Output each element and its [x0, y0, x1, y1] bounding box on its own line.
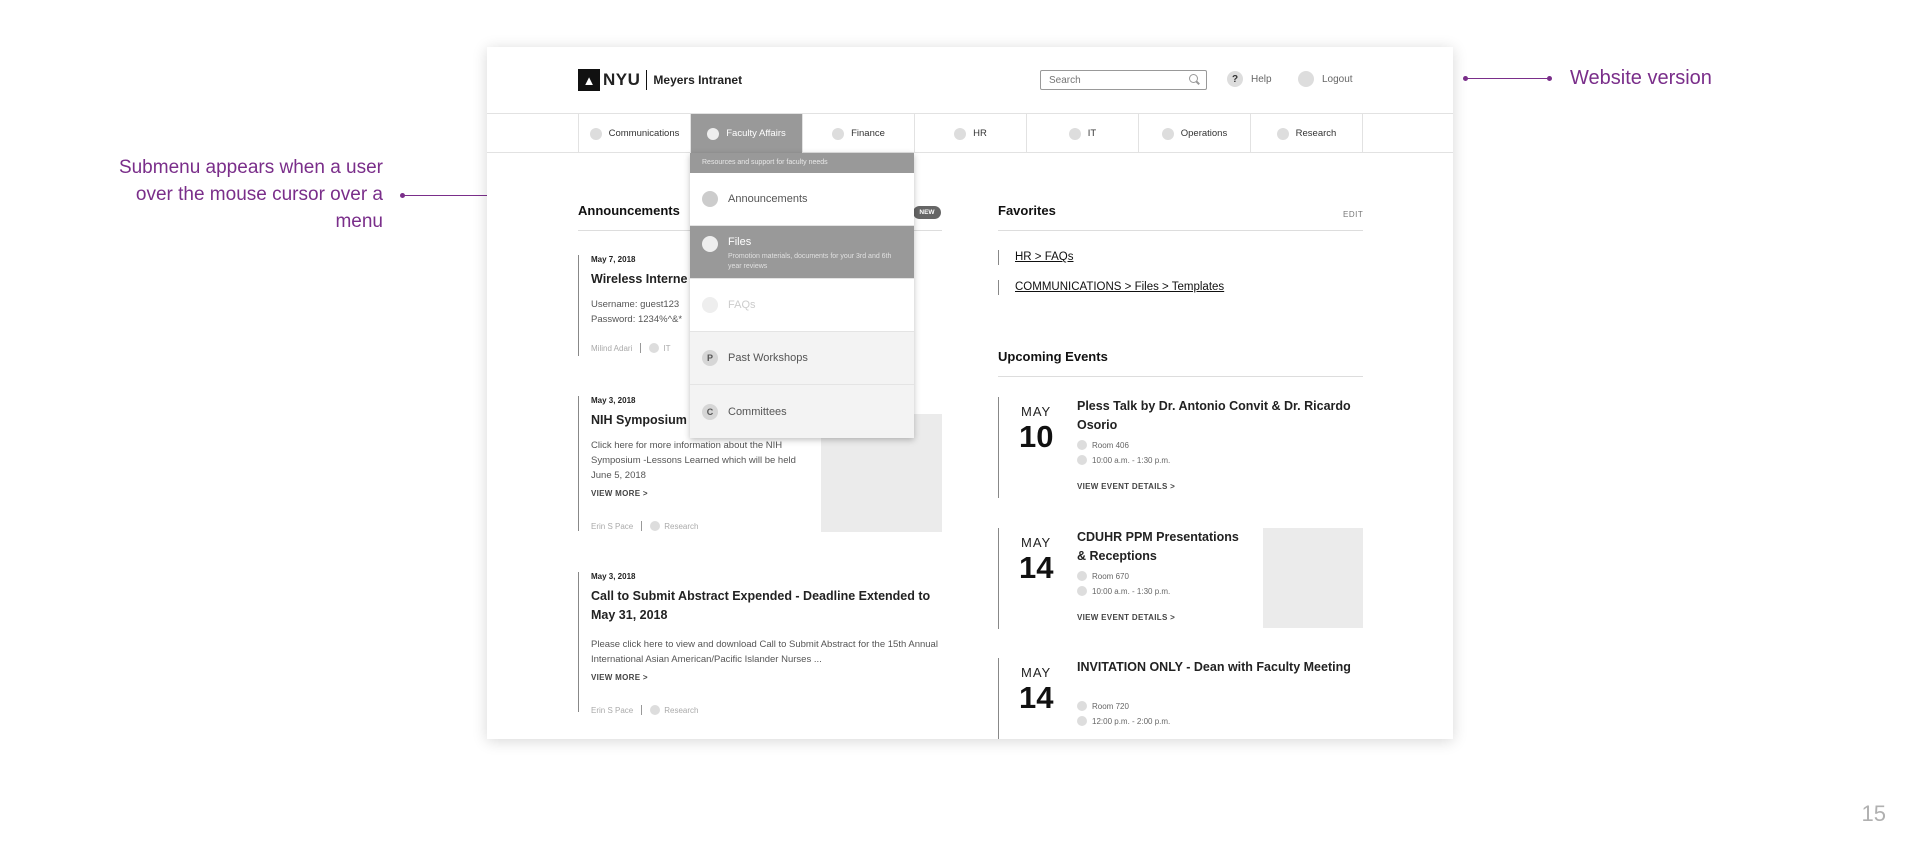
- operations-icon: [1162, 128, 1174, 140]
- announcement-title[interactable]: Wireless Interne: [591, 272, 688, 286]
- announcement-username: Username: guest123: [591, 299, 680, 310]
- new-badge: NEW: [913, 206, 941, 219]
- view-more-link[interactable]: VIEW MORE >: [591, 489, 648, 498]
- event-day: 10: [1019, 419, 1054, 454]
- announcement-title[interactable]: NIH Symposium: [591, 413, 687, 427]
- committees-icon: C: [702, 404, 718, 420]
- announcement-password: Password: 1234%^&*: [591, 314, 683, 325]
- submenu-annotation-text: Submenu appears when a user over the mouse cursor over a menu: [118, 157, 383, 232]
- submenu-item-label: Past Workshops: [728, 352, 808, 364]
- nav-label: Operations: [1180, 128, 1228, 139]
- view-more-link[interactable]: VIEW MORE >: [591, 673, 648, 682]
- clock-icon: [1077, 586, 1087, 596]
- faculty-affairs-submenu: [690, 153, 914, 438]
- meta-divider: [641, 705, 642, 715]
- favorites-divider: [998, 230, 1363, 231]
- submenu-item-past-workshops[interactable]: [690, 332, 914, 385]
- annotation-connector: [1465, 78, 1550, 79]
- event-time-text: 10:00 a.m. - 1:30 p.m.: [1092, 455, 1171, 465]
- event-item[interactable]: [998, 658, 1363, 739]
- event-day: 14: [1019, 550, 1054, 585]
- faculty-affairs-icon: [707, 128, 719, 140]
- website-version-annotation: [1465, 67, 1712, 90]
- site-header: [487, 47, 1453, 114]
- event-item[interactable]: [998, 397, 1363, 498]
- logo-divider: [646, 70, 647, 90]
- website-version-label: Website version: [1570, 67, 1712, 89]
- event-room-text: Room 670: [1092, 571, 1129, 581]
- submenu-item-label: Files: [728, 236, 752, 248]
- announcement-date: May 7, 2018: [591, 255, 636, 264]
- announcement-category: IT: [663, 343, 671, 353]
- search-icon[interactable]: [1189, 74, 1198, 83]
- announcement-author: Milind Adari: [591, 343, 633, 353]
- submenu-description: Resources and support for faculty needs: [690, 153, 914, 173]
- view-event-details-link[interactable]: VIEW EVENT DETAILS >: [1077, 613, 1176, 622]
- location-icon: [1077, 440, 1087, 450]
- announcement-date: May 3, 2018: [591, 396, 636, 405]
- location-icon: [1077, 701, 1087, 711]
- announcement-title[interactable]: Call to Submit Abstract Expended - Deadline Extended to May 31, 2018: [591, 589, 931, 622]
- event-day: 14: [1019, 680, 1054, 715]
- faqs-icon: [702, 297, 718, 313]
- announcements-heading: Announcements: [578, 203, 680, 218]
- past-workshops-icon: P: [702, 350, 718, 366]
- site-logo[interactable]: [578, 69, 742, 91]
- submenu-item-label: Announcements: [728, 193, 808, 205]
- it-icon: [1069, 128, 1081, 140]
- event-time-text: 10:00 a.m. - 1:30 p.m.: [1092, 586, 1171, 596]
- submenu-item-faqs[interactable]: [690, 279, 914, 332]
- event-time-text: 12:00 p.m. - 2:00 p.m.: [1092, 716, 1171, 726]
- announcements-icon: [702, 191, 718, 207]
- event-time: [1077, 586, 1170, 596]
- event-room-text: Room 406: [1092, 440, 1129, 450]
- submenu-item-committees[interactable]: [690, 385, 914, 438]
- nav-item-finance[interactable]: [803, 114, 915, 153]
- announcement-body: Please click here to view and download Call to Submit Abstract for the 15th Annual International Asian American/Pacific Islander Nurses ...: [591, 639, 938, 665]
- event-title[interactable]: INVITATION ONLY - Dean with Faculty Meeting: [1077, 660, 1351, 674]
- logout-label: Logout: [1322, 73, 1353, 85]
- event-room: [1077, 571, 1129, 581]
- meta-divider: [640, 343, 641, 353]
- nav-label: IT: [1087, 128, 1097, 139]
- event-time: [1077, 716, 1170, 726]
- events-divider: [998, 376, 1363, 377]
- logo-nyu-text: NYU: [603, 70, 641, 89]
- clock-icon: [1077, 716, 1087, 726]
- submenu-item-files[interactable]: [690, 226, 914, 279]
- event-image-placeholder: [1263, 528, 1363, 628]
- submenu-item-announcements[interactable]: [690, 173, 914, 226]
- nav-item-operations[interactable]: [1139, 114, 1251, 153]
- research-icon: [1277, 128, 1289, 140]
- announcement-item[interactable]: [578, 572, 942, 715]
- event-title[interactable]: Pless Talk by Dr. Antonio Convit & Dr. Ricardo Osorio: [1077, 399, 1351, 432]
- view-event-details-link[interactable]: VIEW EVENT DETAILS >: [1077, 482, 1176, 491]
- event-month: MAY: [1021, 535, 1052, 550]
- meta-divider: [641, 521, 642, 531]
- favorites-edit-link[interactable]: EDIT: [1343, 210, 1364, 219]
- event-room-text: Room 720: [1092, 701, 1129, 711]
- communications-icon: [590, 128, 602, 140]
- nav-item-it[interactable]: [1027, 114, 1139, 153]
- main-nav: [487, 114, 1453, 153]
- clock-icon: [1077, 455, 1087, 465]
- finance-icon: [832, 128, 844, 140]
- files-icon: [702, 236, 718, 252]
- category-icon: [650, 705, 660, 715]
- favorite-link[interactable]: HR > FAQs: [998, 250, 1073, 265]
- announcement-category: Research: [664, 705, 699, 715]
- nav-item-faculty-affairs[interactable]: [691, 114, 803, 153]
- help-label: Help: [1251, 73, 1272, 85]
- logout-icon: [1298, 71, 1314, 87]
- help-link[interactable]: [1227, 71, 1272, 87]
- announcement-author: Erin S Pace: [591, 705, 634, 715]
- favorites-heading: Favorites: [998, 203, 1056, 218]
- nav-label: Faculty Affairs: [726, 128, 786, 139]
- announcement-date: May 3, 2018: [591, 572, 636, 581]
- website-mockup: [487, 47, 1453, 739]
- announcement-author: Erin S Pace: [591, 521, 634, 531]
- submenu-item-description: Promotion materials, documents for your 3rd and 6th year reviews: [728, 253, 892, 270]
- nav-label: HR: [973, 128, 987, 139]
- hr-icon: [954, 128, 966, 140]
- event-room: [1077, 440, 1129, 450]
- nav-label: Communications: [608, 128, 680, 139]
- torch-icon: ▲: [578, 69, 600, 91]
- submenu-item-label: FAQs: [728, 299, 756, 311]
- announcement-meta: [591, 705, 942, 715]
- help-icon: ?: [1227, 71, 1243, 87]
- event-time: [1077, 455, 1170, 465]
- slide-page-number: 15: [1861, 801, 1886, 826]
- announcement-meta: [591, 521, 803, 531]
- favorite-link[interactable]: COMMUNICATIONS > Files > Templates: [998, 280, 1224, 295]
- event-month: MAY: [1021, 404, 1052, 419]
- site-name: Meyers Intranet: [653, 73, 743, 87]
- submenu-item-label: Committees: [728, 405, 787, 418]
- upcoming-events-heading: Upcoming Events: [998, 349, 1108, 364]
- announcement-body: Click here for more information about the NIH Symposium -Lessons Learned which will be held June 5, 2018: [591, 440, 796, 481]
- logout-link[interactable]: [1298, 71, 1353, 87]
- nav-label: Finance: [851, 128, 885, 139]
- search-input[interactable]: [1040, 70, 1207, 90]
- nav-item-hr[interactable]: [915, 114, 1027, 153]
- location-icon: [1077, 571, 1087, 581]
- event-room: [1077, 701, 1129, 711]
- event-title[interactable]: CDUHR PPM Presentations & Receptions: [1077, 530, 1239, 563]
- announcement-category: Research: [664, 521, 699, 531]
- category-icon: [649, 343, 659, 353]
- nav-item-research[interactable]: [1251, 114, 1363, 153]
- nav-item-communications[interactable]: [579, 114, 691, 153]
- nav-label: Research: [1295, 128, 1337, 139]
- category-icon: [650, 521, 660, 531]
- event-month: MAY: [1021, 665, 1052, 680]
